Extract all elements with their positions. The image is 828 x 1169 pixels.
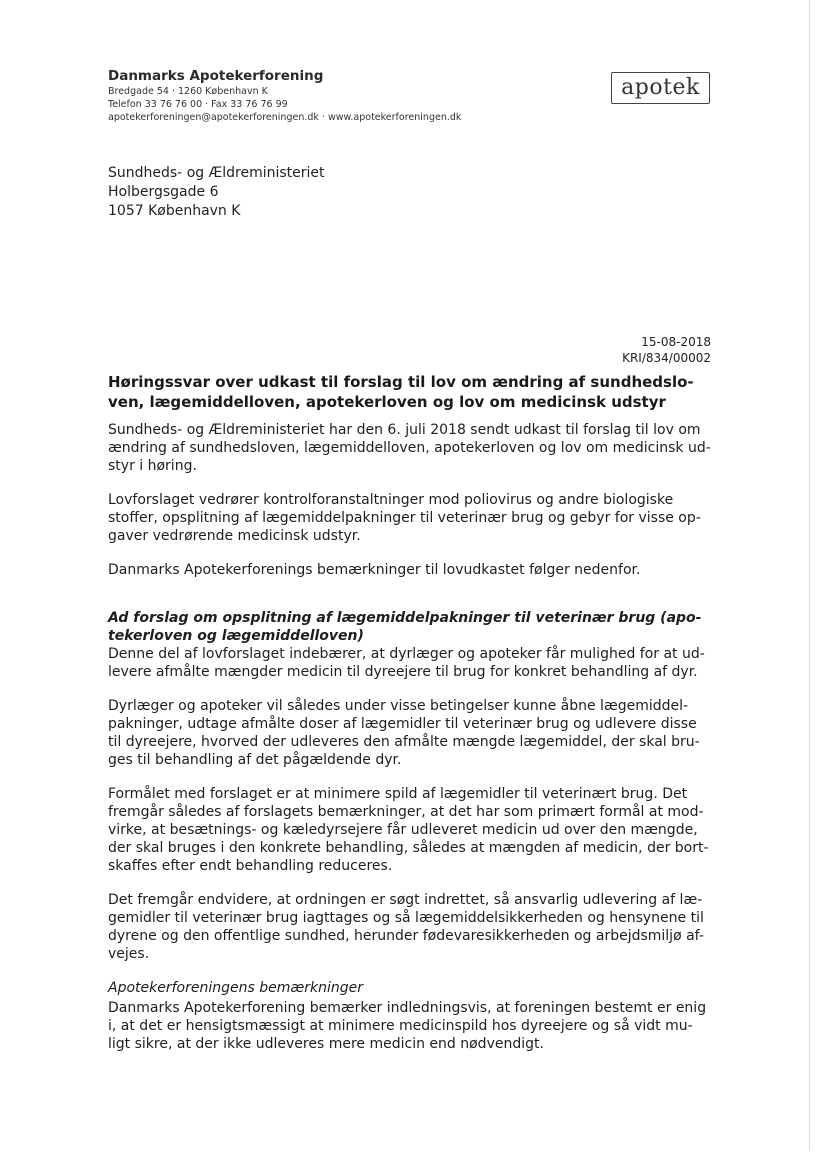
intro-paragraph-3: Danmarks Apotekerforenings bemærkninger til lovudkastet følger nedenfor.	[108, 562, 641, 578]
document-body	[108, 372, 712, 1069]
section-paragraph-1: Denne del af lovforslaget indebærer, at dyrlæger og apoteker får mulighed for at ud-levere afmålte mængder medicin til dyreejere til brug for konkret behandling af dyr.	[108, 646, 705, 680]
intro-paragraph-2: Lovforslaget vedrører kontrolforanstaltninger mod poliovirus og andre biologiske stoffer, opsplitning af lægemiddelpakninger til veterinær brug og gebyr for visse op-gaver vedrørende medicinsk udstyr.	[108, 492, 701, 544]
apotek-logo: apotek	[611, 72, 710, 104]
recipient-line-3: 1057 København K	[108, 203, 241, 219]
recipient-line-2: Holbergsgade 6	[108, 184, 219, 200]
letterhead	[108, 68, 461, 124]
org-name: Danmarks Apotekerforening	[108, 68, 324, 84]
org-phone: Telefon 33 76 76 00 · Fax 33 76 76 99	[108, 99, 288, 110]
org-address: Bredgade 54 · 1260 København K	[108, 86, 268, 97]
org-contact: apotekerforeningen@apotekerforeningen.dk · www.apotekerforeningen.dk	[108, 112, 462, 123]
document-title: Høringssvar over udkast til forslag til lov om ændring af sundhedslo-ven, lægemiddelloven, apotekerloven og lov om medicinsk udstyr	[108, 373, 694, 411]
document-date: 15-08-2018	[641, 335, 711, 349]
intro-paragraph-1: Sundheds- og Ældreministeriet har den 6. juli 2018 sendt udkast til forslag til lov om ændring af sundhedsloven, lægemiddelloven, apotekerloven og lov om medicinsk ud-styr i høring.	[108, 422, 711, 474]
document-reference: KRI/834/00002	[622, 351, 711, 365]
subsection-heading: Apotekerforeningens bemærkninger	[108, 980, 364, 996]
document-meta	[622, 334, 711, 366]
section-heading: Ad forslag om opsplitning af lægemiddelpakninger til veterinær brug (apo-tekerloven og lægemiddelloven)	[108, 610, 702, 644]
recipient-address	[108, 164, 325, 221]
recipient-line-1: Sundheds- og Ældreministeriet	[108, 165, 325, 181]
section-paragraph-3: Formålet med forslaget er at minimere spild af lægemidler til veterinært brug. Det fremgår således af forslagets bemærkninger, at det har som primært formål at mod-virke, at besætnings- og kæledyrsejere får udleveret medicin ud over den mængde, der skal bruges i den konkrete behandling, således at mængden af medicin, der bort-skaffes efter endt behandling reduceres.	[108, 786, 709, 874]
page-edge-line	[809, 0, 810, 1150]
subsection-paragraph: Danmarks Apotekerforening bemærker indledningsvis, at foreningen bestemt er enig i, at det er hensigtsmæssigt at minimere medicinspild hos dyreejere og så vidt mu-ligt sikre, at der ikke udleveres mere medicin end nødvendigt.	[108, 1000, 707, 1052]
section-paragraph-4: Det fremgår endvidere, at ordningen er søgt indrettet, så ansvarlig udlevering af læ-gemidler til veterinær brug iagttages og så lægemiddelsikkerheden og hensynene til dyrene og den offentlige sundhed, herunder fødevaresikkerheden og arbejdsmiljø af-vejes.	[108, 892, 704, 962]
section-paragraph-2: Dyrlæger og apoteker vil således under visse betingelser kunne åbne lægemiddel-pakninger, udtage afmålte doser af lægemidler til veterinær brug og udlevere disse til dyreejere, hvorved der udleveres den afmålte mængde lægemiddel, der skal bru-ges til behandling af det pågældende dyr.	[108, 698, 700, 768]
